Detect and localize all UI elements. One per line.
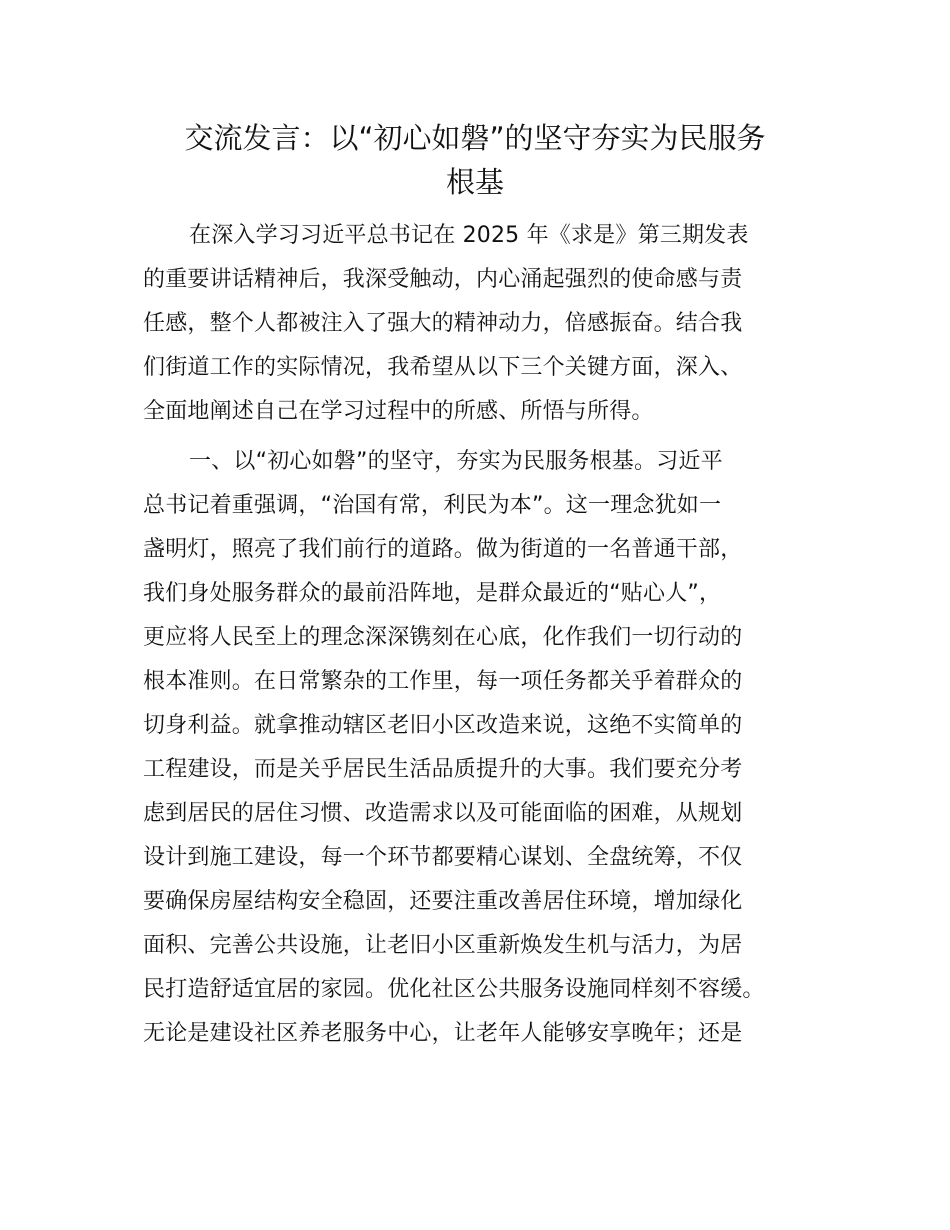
document-title (120, 116, 830, 204)
paragraph-line: 全面地阐述自己在学习过程中的所感、所悟与所得。 (143, 399, 654, 424)
paragraph-line: 我们身处服务群众的最前沿阵地，是群众最近的“贴心人”， (143, 581, 722, 606)
paragraph-line: 盏明灯，照亮了我们前行的道路。做为街道的一名普通干部， (143, 537, 743, 562)
paragraph-line: 总书记着重强调，“治国有常，利民为本”。这一理念犹如一 (143, 493, 722, 518)
paragraph-line: 们街道工作的实际情况，我希望从以下三个关键方面，深入、 (143, 355, 743, 380)
paragraph-line: 一、以“初心如磐”的坚守，夯实为民服务根基。习近平 (189, 449, 723, 474)
paragraph-section-one (143, 440, 833, 1056)
paragraph-line: 根本准则。在日常繁杂的工作里，每一项任务都关乎着群众的 (143, 669, 743, 694)
paragraph-line: 更应将人民至上的理念深深镌刻在心底，化作我们一切行动的 (143, 625, 743, 650)
paragraph-line: 在深入学习习近平总书记在 2025 年《求是》第三期发表 (189, 223, 749, 248)
paragraph-line: 设计到施工建设，每一个环节都要精心谋划、全盘统筹，不仅 (143, 845, 743, 870)
paragraph-line: 工程建设，而是关乎居民生活品质提升的大事。我们要充分考 (143, 757, 743, 782)
paragraph-line: 的重要讲话精神后，我深受触动，内心涌起强烈的使命感与责 (143, 267, 743, 292)
paragraph-intro (143, 214, 833, 434)
title-line-2: 根基 (445, 165, 504, 199)
paragraph-line: 任感，整个人都被注入了强大的精神动力，倍感振奋。结合我 (143, 311, 743, 336)
paragraph-line: 要确保房屋结构安全稳固，还要注重改善居住环境，增加绿化 (143, 889, 743, 914)
paragraph-line: 面积、完善公共设施，让老旧小区重新焕发生机与活力，为居 (143, 933, 743, 958)
paragraph-line: 民打造舒适宜居的家园。优化社区公共服务设施同样刻不容缓。 (143, 977, 765, 1002)
paragraph-line: 切身利益。就拿推动辖区老旧小区改造来说，这绝不实简单的 (143, 713, 743, 738)
title-line-1: 交流发言：以“初心如磐”的坚守夯实为民服务 (184, 121, 766, 155)
paragraph-line: 无论是建设社区养老服务中心，让老年人能够安享晚年；还是 (143, 1021, 743, 1046)
paragraph-line: 虑到居民的居住习惯、改造需求以及可能面临的困难，从规划 (143, 801, 743, 826)
